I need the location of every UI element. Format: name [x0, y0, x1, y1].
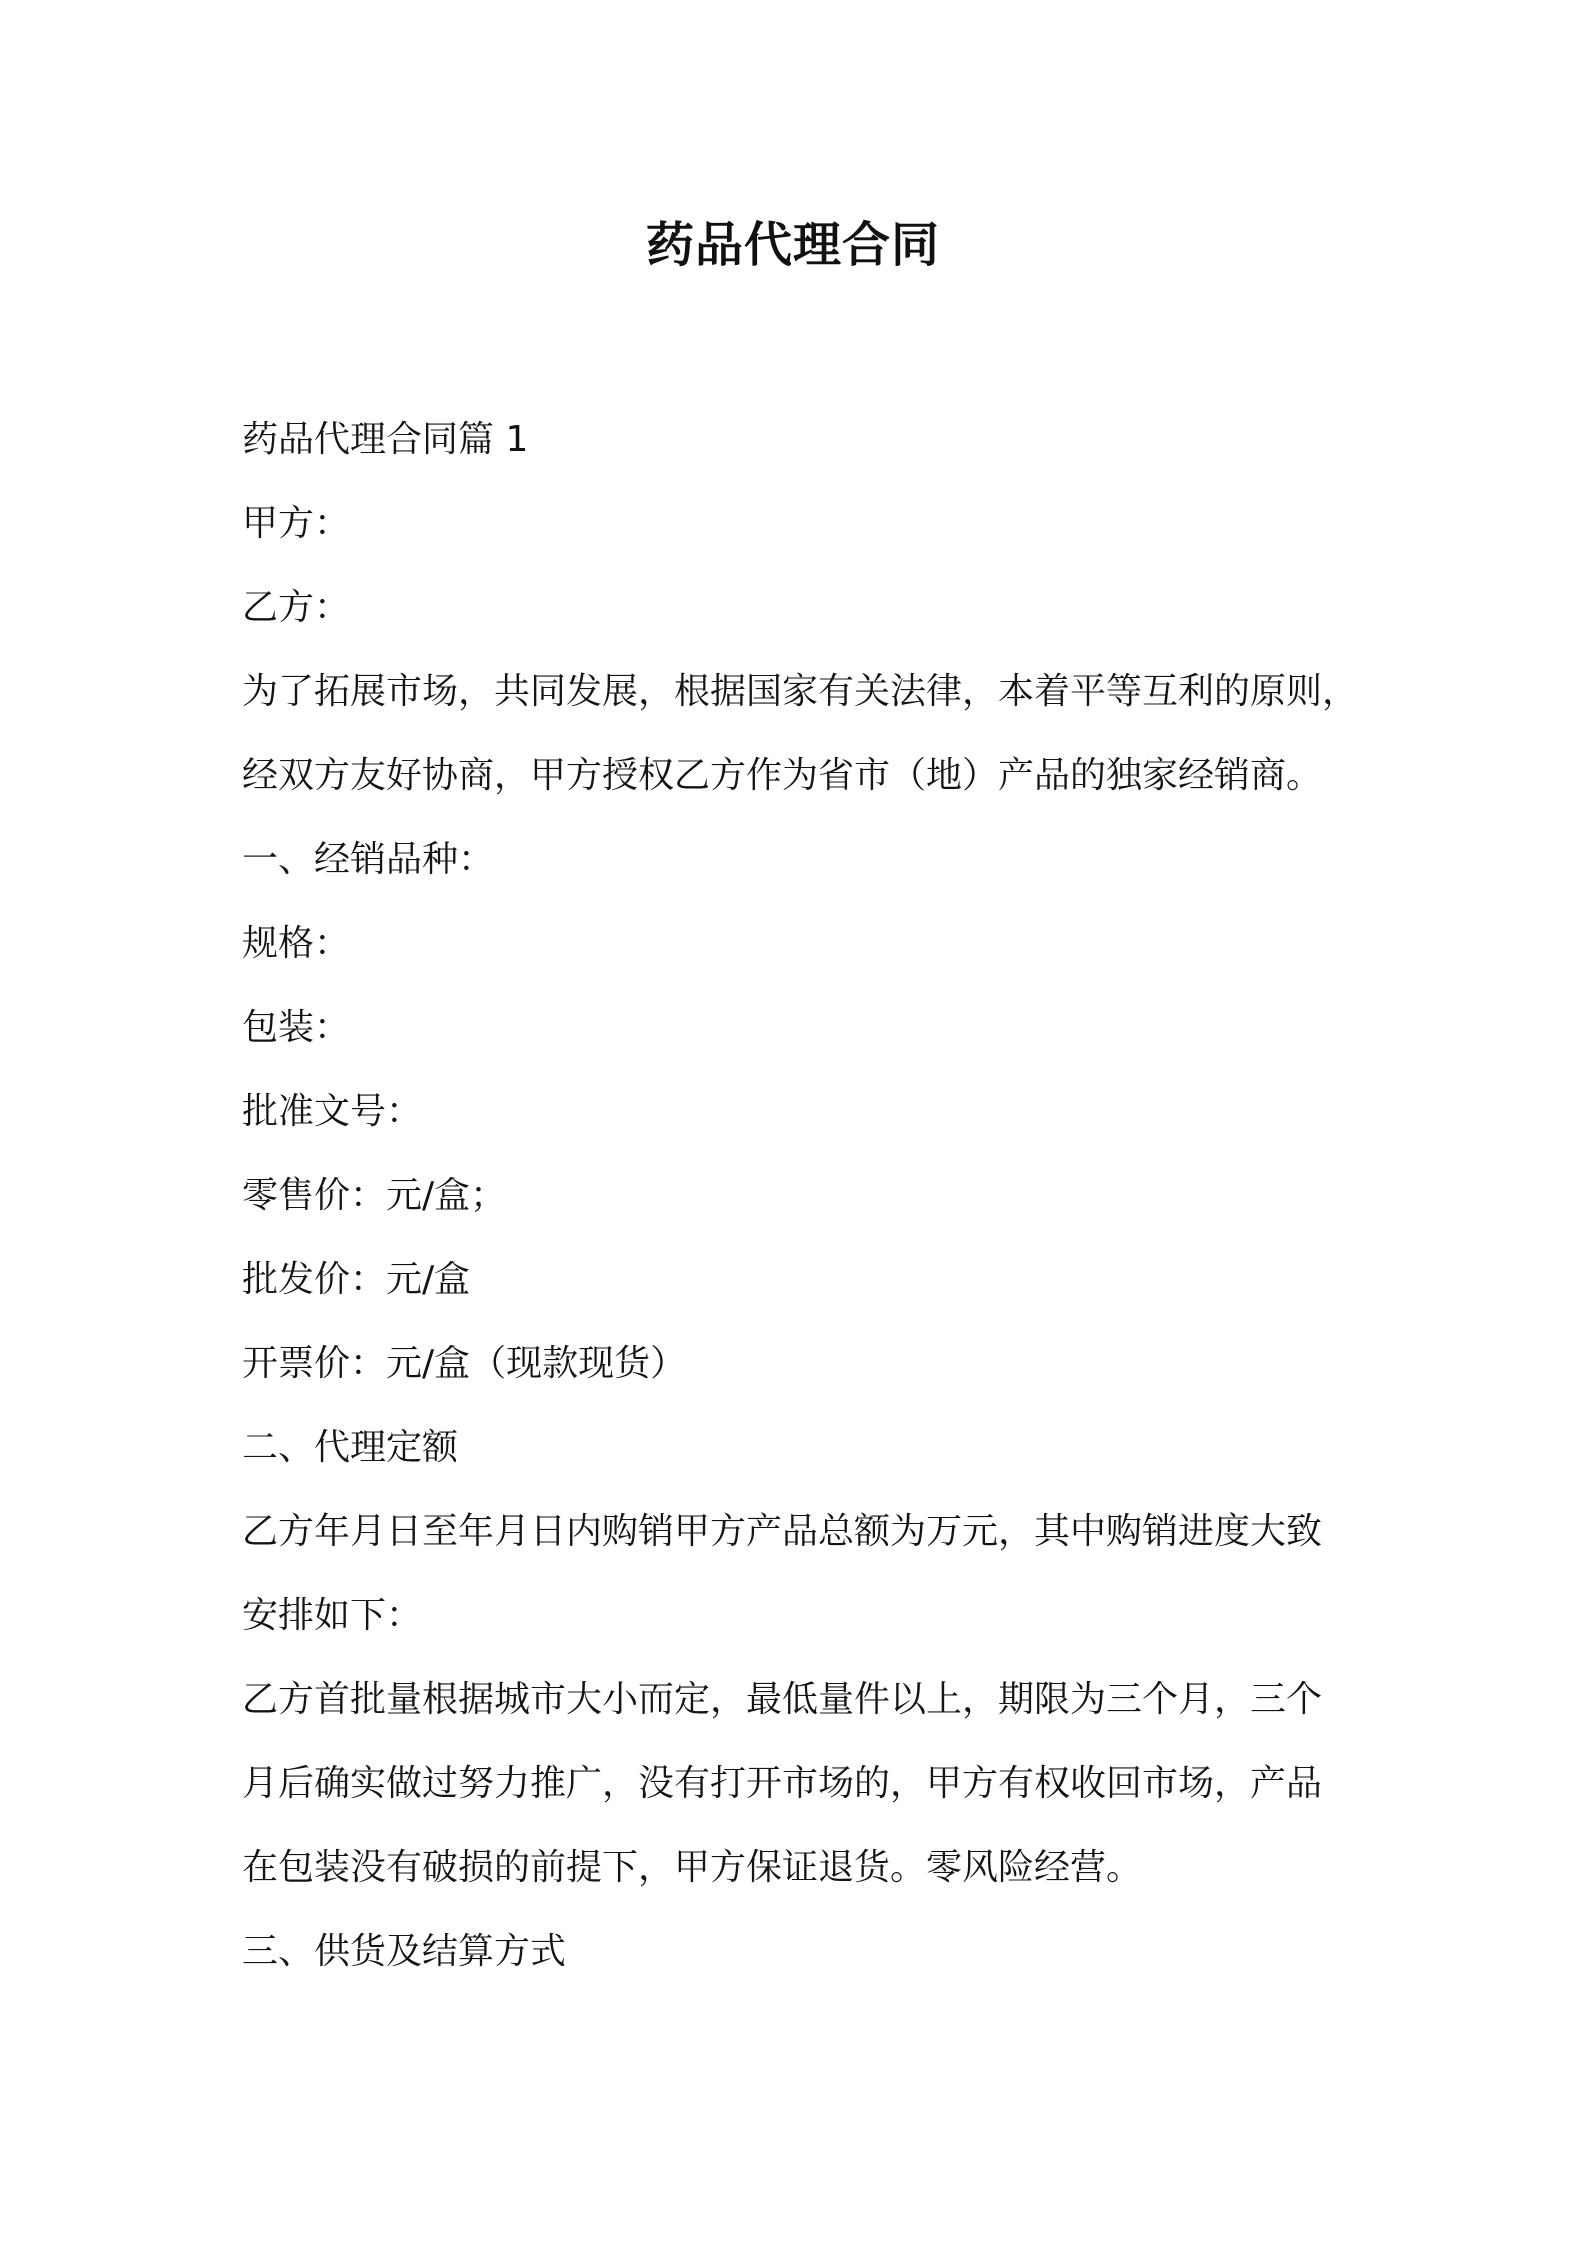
approval-number-field: 批准文号：: [242, 1091, 423, 1132]
retail-price-field: 零售价：元/盒；: [242, 1175, 507, 1216]
clause-3-heading: 三、供货及结算方式: [242, 1931, 567, 1972]
document-body: [242, 398, 1362, 1994]
first-batch-line-3: 在包装没有破损的前提下，甲方保证退货。零风险经营。: [242, 1847, 1143, 1888]
first-batch-line-2: 月后确实做过努力推广，没有打开市场的，甲方有权收回市场，产品: [242, 1763, 1323, 1804]
first-batch-line-1: 乙方首批量根据城市大小而定，最低量件以上，期限为三个月，三个: [242, 1679, 1323, 1720]
quota-line-2: 安排如下：: [242, 1595, 423, 1636]
party-b-field: 乙方：: [242, 587, 351, 628]
specification-field: 规格：: [242, 923, 351, 964]
quota-line-1: 乙方年月日至年月日内购销甲方产品总额为万元，其中购销进度大致: [242, 1511, 1323, 1552]
intro-line-2: 经双方友好协商，甲方授权乙方作为省市（地）产品的独家经销商。: [242, 755, 1323, 796]
intro-line-1: 为了拓展市场，共同发展，根据国家有关法律，本着平等互利的原则，: [242, 671, 1359, 712]
party-a-field: 甲方：: [242, 503, 351, 544]
packaging-field: 包装：: [242, 1007, 351, 1048]
clause-1-heading: 一、经销品种：: [242, 839, 495, 880]
document-title: 药品代理合同: [645, 217, 940, 273]
invoice-price-field: 开票价：元/盒（现款现货）: [242, 1343, 687, 1384]
section-heading-part-1: 药品代理合同篇 1: [242, 419, 529, 460]
clause-2-heading: 二、代理定额: [242, 1427, 459, 1468]
wholesale-price-field: 批发价：元/盒: [242, 1259, 471, 1300]
